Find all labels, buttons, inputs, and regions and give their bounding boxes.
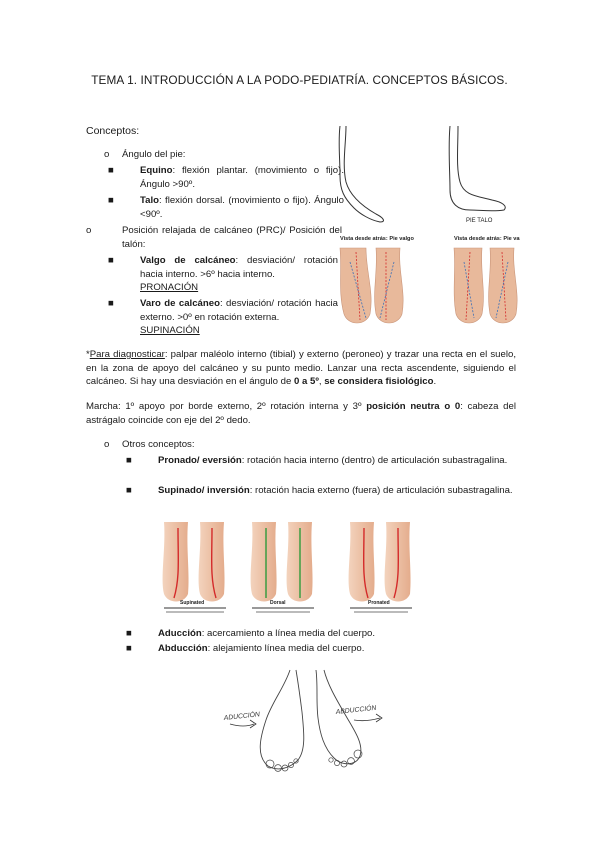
dorsal-label: Dorsal <box>270 600 286 606</box>
square-bullet-icon: ■ <box>108 298 114 309</box>
square-bullet-icon: ■ <box>126 485 132 496</box>
valgo-item <box>108 254 338 295</box>
diagnostico-end: se considera fisiológico <box>324 376 434 388</box>
square-bullet-icon: ■ <box>108 255 114 266</box>
varo-heels <box>454 248 517 323</box>
abduccion-item <box>126 642 532 656</box>
aduccion-item <box>126 627 532 641</box>
dorsal-heels <box>251 522 314 613</box>
foot-position-figure <box>150 518 450 621</box>
angulo-item <box>104 148 324 162</box>
pronated-heels <box>349 522 412 613</box>
angulo-label: Ángulo del pie: <box>122 149 186 160</box>
heel-valgus-varus-figure <box>336 232 520 335</box>
square-bullet-icon: ■ <box>126 455 132 466</box>
conceptos-label: Conceptos: <box>86 125 140 137</box>
square-bullet-icon: ■ <box>108 195 114 206</box>
supinado-term: Supinado/ inversión <box>158 485 250 496</box>
prc-item <box>86 224 342 251</box>
circle-bullet-icon: o <box>104 149 110 160</box>
valgo-caption: Vista desde atrás: Pie valgo <box>340 236 414 242</box>
talo-term: Talo <box>140 195 160 206</box>
square-bullet-icon: ■ <box>108 165 114 176</box>
page-title: TEMA 1. INTRODUCCIÓN A LA PODO-PEDIATRÍA. CONCEPTOS BÁSICOS. <box>91 73 508 87</box>
supinado-text: : rotación hacia externo (fuera) de articulación subastragalina. <box>249 485 513 496</box>
pronated-label: Pronated <box>368 600 390 606</box>
supinacion-tag: SUPINACIÓN <box>140 325 200 337</box>
valgo-heels <box>340 248 403 323</box>
abduccion-term: Abducción <box>158 643 208 654</box>
equino-item <box>108 164 344 191</box>
aduccion-label: ADUCCIÓN <box>223 711 261 722</box>
equino-text: : flexión plantar. (movimiento o fijo). Ángulo >90º. <box>140 165 344 190</box>
diagnostico-star: * <box>86 349 90 360</box>
valgo-term: Valgo de calcáneo <box>140 255 236 266</box>
diagnostico-paragraph <box>86 348 516 389</box>
diagnostico-lead: Para diagnosticar <box>89 349 165 360</box>
aduccion-text: : acercamiento a línea media del cuerpo. <box>201 628 376 639</box>
diagnostico-range: 0 a 5º <box>294 376 319 388</box>
diagnostico-text3: . <box>433 376 437 388</box>
talo-item <box>108 194 344 221</box>
pronado-item <box>126 454 532 468</box>
marcha-bold: posición neutra o 0 <box>366 401 461 412</box>
supinated-heels <box>163 522 226 613</box>
supinated-label: Supinated <box>180 600 205 606</box>
diagnostico-text2: , <box>318 376 325 388</box>
otros-label: Otros conceptos: <box>122 439 195 450</box>
aduccion-term: Aducción <box>158 628 202 639</box>
varo-text: : desviación/ rotación hacia externo. >0º en rotación externa. <box>140 298 339 323</box>
foot-profile-figure <box>332 124 512 231</box>
equino-term: Equino <box>140 165 173 176</box>
circle-bullet-icon: o <box>86 225 92 236</box>
diagnostico-text1: : palpar maléolo interno (tibial) y externo (peroneo) y trazar una recta en el suelo, en la zona de apoyo del calcáneo y su punto medio. Lanzar una recta ascendente, siguiendo el calcáneo. Si hay una desviación en el ángulo de <box>86 349 516 388</box>
talo-text: : flexión dorsal. (movimiento o fijo). Ángulo <90º. <box>140 195 344 220</box>
varo-item <box>108 297 339 338</box>
abduccion-label: ABDUCCIÓN <box>335 704 377 716</box>
varo-caption: Vista desde atrás: Pie varo <box>454 236 520 242</box>
pie-talo-caption: PIE TALO <box>466 218 493 224</box>
circle-bullet-icon: o <box>104 439 110 450</box>
pronacion-tag: PRONACIÓN <box>140 282 199 294</box>
marcha-text2: : cabeza del astrágalo coincide con eje del 2º dedo. <box>86 401 516 426</box>
abduccion-text: : alejamiento línea media del cuerpo. <box>207 643 365 654</box>
pronado-text: : rotación hacia interno (dentro) de articulación subastragalina. <box>241 455 508 466</box>
supinado-item <box>126 484 532 498</box>
square-bullet-icon: ■ <box>126 643 132 654</box>
marcha-text1: Marcha: 1º apoyo por borde externo, 2º rotación interna y 3º <box>86 401 367 412</box>
square-bullet-icon: ■ <box>126 628 132 639</box>
marcha-paragraph <box>86 400 516 427</box>
prc-label: Posición relajada de calcáneo (PRC)/ Posición del talón: <box>122 225 342 250</box>
otros-item <box>104 438 195 452</box>
adduction-abduction-figure <box>220 668 390 783</box>
valgo-text: : desviación/ rotación hacia interno. >6º hacia interno. <box>140 255 338 280</box>
varo-term: Varo de calcáneo <box>140 298 220 309</box>
pronado-term: Pronado/ eversión <box>158 455 242 466</box>
